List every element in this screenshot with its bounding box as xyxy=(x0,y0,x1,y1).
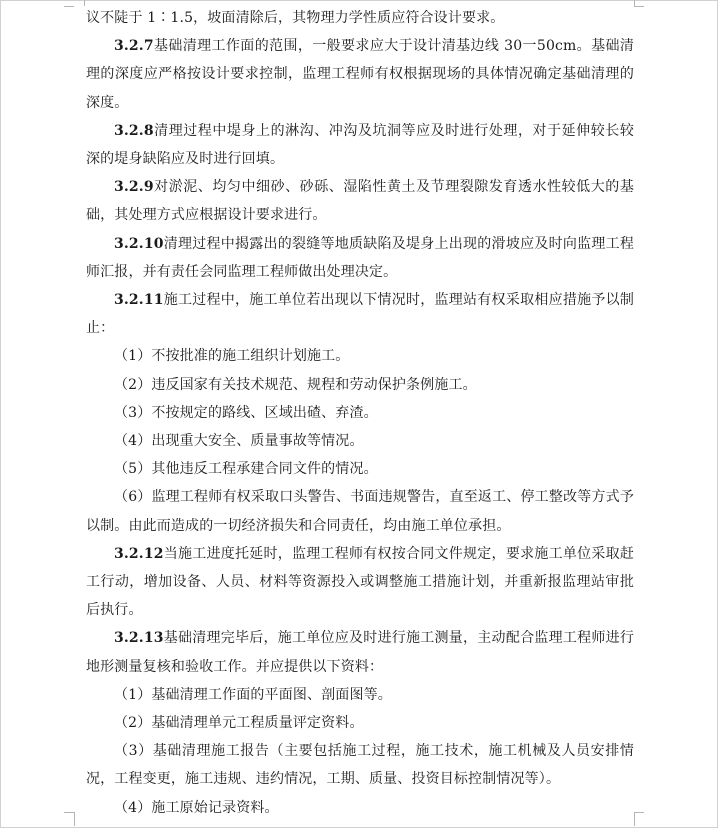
paragraph-text: （1）基础清理工作面的平面图、剖面图等。 xyxy=(114,686,392,703)
paragraph-text: 清理过程中堤身上的淋沟、冲沟及坑洞等应及时进行处理，对于延伸较长较深的堤身缺陷应及时进行回填。 xyxy=(86,122,634,168)
clause-3-2-12 xyxy=(86,540,634,625)
list-item xyxy=(86,427,634,455)
clause-3-2-8 xyxy=(86,117,634,173)
paragraph-text: 议不陡于 1∶1.5，坡面清除后，其物理力学性质应符合设计要求。 xyxy=(86,10,505,26)
list-item xyxy=(86,399,634,427)
margin-corner-mark xyxy=(74,0,85,6)
clause-3-2-10 xyxy=(86,230,634,286)
list-item xyxy=(86,681,634,709)
clause-number: 3.2.8 xyxy=(114,122,154,139)
clause-3-2-13 xyxy=(86,624,634,680)
clause-number: 3.2.10 xyxy=(114,235,164,252)
clause-number: 3.2.11 xyxy=(114,292,164,309)
paragraph-text: （1）不按批准的施工组织计划施工。 xyxy=(114,348,350,365)
list-item xyxy=(86,794,634,822)
paragraph-text: 当施工进度托延时，监理工程师有权按合同文件规定，要求施工单位采取赶工行动，增加设备、人员、材料等资源投入或调整施工措施计划，并重新报监理站审批后执行。 xyxy=(86,545,634,619)
clause-number: 3.2.7 xyxy=(114,38,154,55)
margin-corner-mark xyxy=(634,812,644,813)
paragraph-text: 基础清理工作面的范围，一般要求应大于设计清基边线 30一50cm。基础清理的深度应严格按设计要求控制，监理工程师有权根据现场的具体情况确定基础清理的深度。 xyxy=(86,38,634,111)
clause-number: 3.2.13 xyxy=(114,630,164,647)
paragraph-text: （2）基础清理单元工程质量评定资料。 xyxy=(114,715,364,732)
list-item xyxy=(86,371,634,399)
clause-3-2-9 xyxy=(86,173,634,229)
clause-number: 3.2.12 xyxy=(114,545,164,562)
margin-corner-mark xyxy=(634,812,635,826)
list-item xyxy=(86,455,634,483)
list-item xyxy=(86,737,634,793)
margin-corner-mark xyxy=(74,812,75,826)
margin-corner-mark xyxy=(64,812,74,813)
clause-number: 3.2.9 xyxy=(114,179,154,196)
clause-3-2-11 xyxy=(86,286,634,342)
paragraph-text: （5）其他违反工程承建合同文件的情况。 xyxy=(114,461,378,478)
paragraph-text: （4）施工原始记录资料。 xyxy=(114,799,279,816)
list-item xyxy=(86,483,634,539)
paragraph-text: （4）出现重大安全、质量事故等情况。 xyxy=(114,433,364,450)
paragraph-0 xyxy=(86,4,634,32)
paragraph-text: （3）不按规定的路线、区域出碴、弃渣。 xyxy=(114,404,378,421)
paragraph-text: 对淤泥、均匀中细砂、砂砾、湿陷性黄土及节理裂隙发育透水性较低大的基础，其处理方式应根据设计要求进行。 xyxy=(86,179,634,224)
paragraph-text: （2）违反国家有关技术规范、规程和劳动保护条例施工。 xyxy=(114,376,477,393)
list-item xyxy=(86,709,634,737)
paragraph-text: （6）监理工程师有权采取口头警告、书面违规警告，直至返工、停工整改等方式予以制。由此而造成的一切经济损失和合同责任，均由施工单位承担。 xyxy=(86,489,634,534)
margin-corner-mark xyxy=(634,6,644,7)
document-page xyxy=(86,4,634,822)
list-item xyxy=(86,342,634,370)
paragraph-text: 清理过程中揭露出的裂缝等地质缺陷及堤身上出现的滑坡应及时向监理工程师汇报，并有责任会同监理工程师做出处理决定。 xyxy=(86,235,634,280)
paragraph-text: 基础清理完毕后，施工单位应及时进行施工测量，主动配合监理工程师进行地形测量复核和验收工作。并应提供以下资料： xyxy=(86,630,634,675)
clause-3-2-7 xyxy=(86,32,634,117)
paragraph-text: 施工过程中，施工单位若出现以下情况时，监理站有权采取相应措施予以制止： xyxy=(86,292,634,337)
margin-corner-mark xyxy=(64,6,74,7)
paragraph-text: （3）基础清理施工报告（主要包括施工过程，施工技术，施工机械及人员安排情况，工程变更，施工违规、违约情况，工期、质量、投资目标控制情况等）。 xyxy=(86,743,634,788)
